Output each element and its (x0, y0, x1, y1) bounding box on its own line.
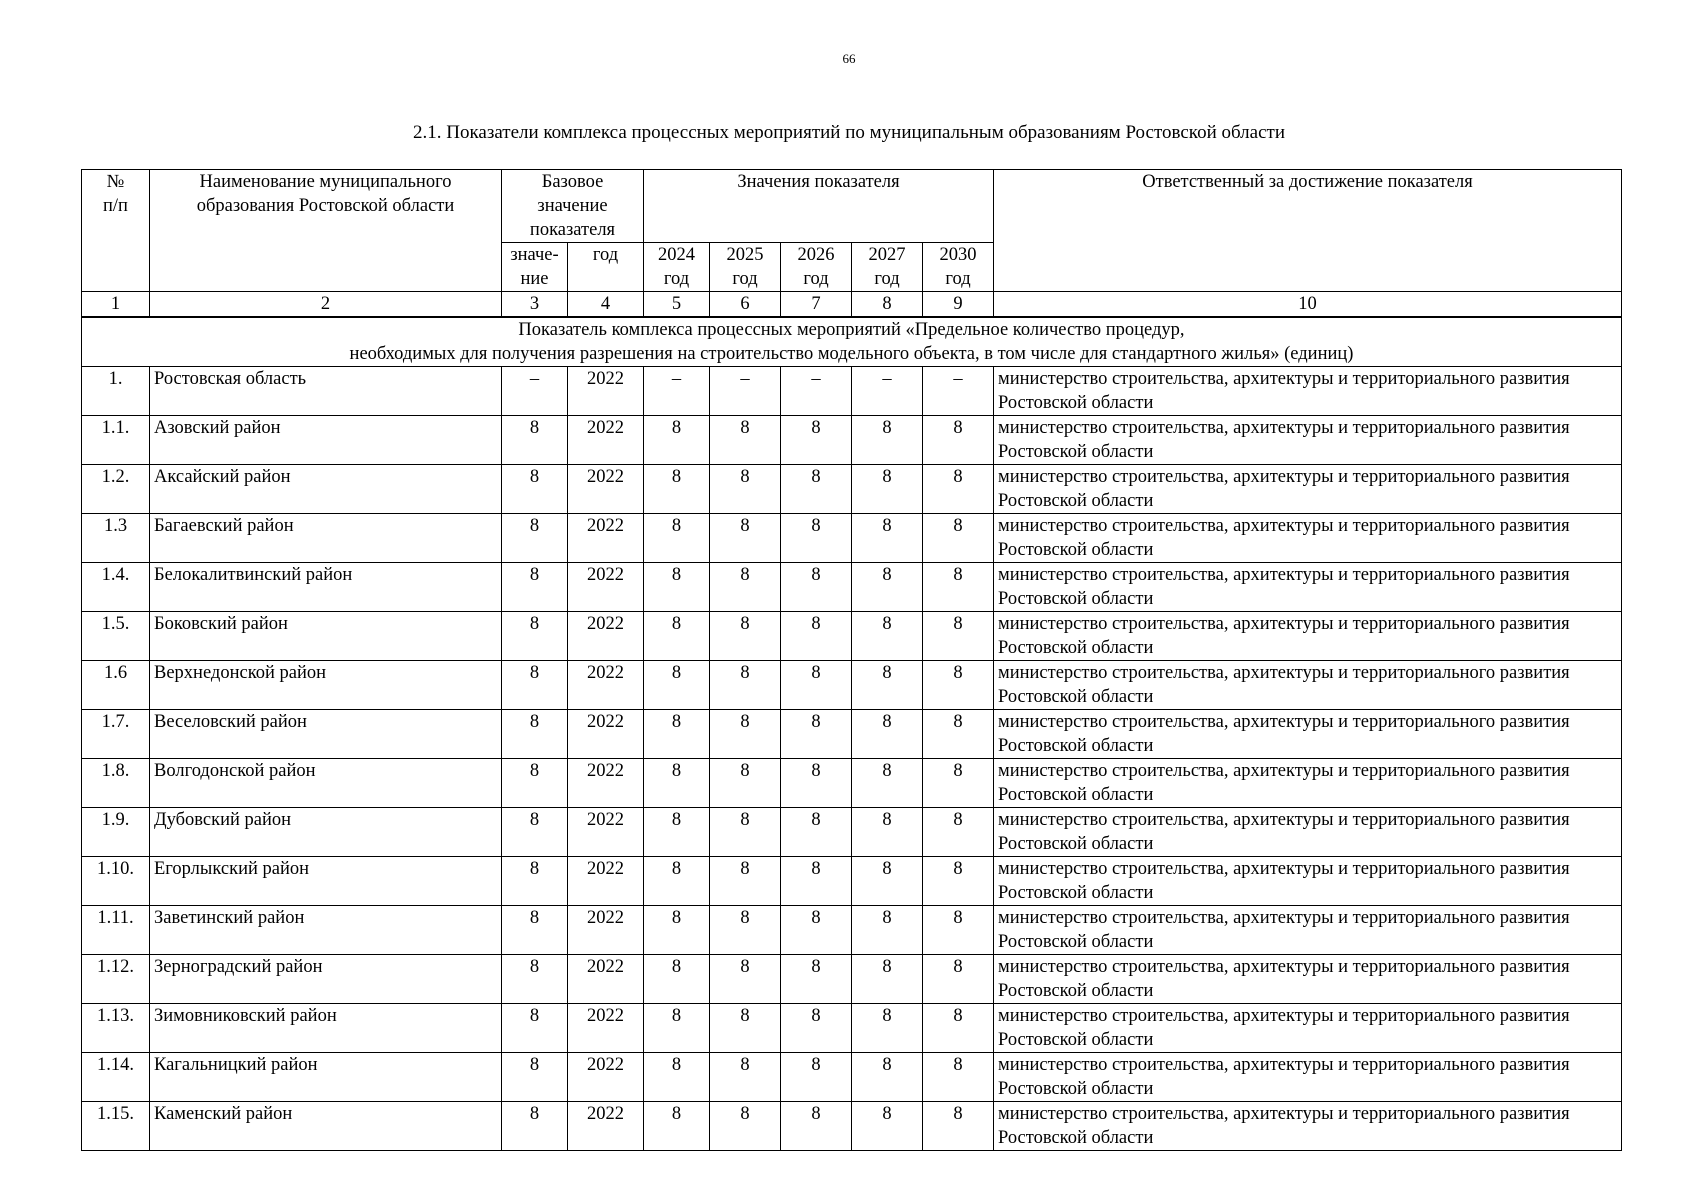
value-2030: 8 (923, 955, 994, 1004)
row-number: 1.8. (82, 759, 150, 808)
responsible-line: министерство строительства, архитектуры и территориального развития (998, 369, 1570, 389)
value-2027: 8 (852, 563, 923, 612)
header-year-number: 2024 (658, 245, 695, 265)
base-year: 2022 (568, 612, 644, 661)
value-2026: 8 (781, 857, 852, 906)
value-2024: 8 (644, 465, 710, 514)
value-2025: 8 (710, 857, 781, 906)
responsible-line: министерство строительства, архитектуры и территориального развития (998, 418, 1570, 438)
section-title (82, 317, 1622, 367)
municipality-name: Каменский район (150, 1102, 502, 1151)
responsible-line: Ростовской области (998, 1030, 1154, 1050)
responsible-line: министерство строительства, архитектуры и территориального развития (998, 859, 1570, 879)
base-value: 8 (502, 1102, 568, 1151)
table-row (82, 1004, 1622, 1053)
responsible-line: министерство строительства, архитектуры и территориального развития (998, 467, 1570, 487)
value-2025: 8 (710, 1102, 781, 1151)
header-year-number: 2027 (868, 245, 906, 265)
value-2026: 8 (781, 1102, 852, 1151)
header-name-line: Наименование муниципального (199, 172, 452, 192)
value-2030: 8 (923, 612, 994, 661)
header-num (82, 170, 150, 292)
table-row (82, 416, 1622, 465)
responsible-line: Ростовской области (998, 736, 1154, 756)
value-2030: 8 (923, 1004, 994, 1053)
base-year: 2022 (568, 808, 644, 857)
base-year: 2022 (568, 563, 644, 612)
base-year: 2022 (568, 759, 644, 808)
section-row (82, 317, 1622, 367)
value-2026: 8 (781, 612, 852, 661)
value-2025: 8 (710, 710, 781, 759)
header-year-2030 (923, 243, 994, 292)
municipality-name: Азовский район (150, 416, 502, 465)
municipality-name: Зерноградский район (150, 955, 502, 1004)
column-number: 1 (82, 292, 150, 318)
header-year-number: 2030 (939, 245, 977, 265)
base-year: 2022 (568, 1004, 644, 1053)
responsible-line: Ростовской области (998, 687, 1154, 707)
value-2024: 8 (644, 1004, 710, 1053)
value-2030: 8 (923, 857, 994, 906)
responsible-line: Ростовской области (998, 834, 1154, 854)
table-row (82, 367, 1622, 416)
base-value: 8 (502, 612, 568, 661)
responsible-line: Ростовской области (998, 540, 1154, 560)
value-2027: – (852, 367, 923, 416)
responsible-line: министерство строительства, архитектуры и территориального развития (998, 810, 1570, 830)
value-2026: 8 (781, 1053, 852, 1102)
value-2027: 8 (852, 1004, 923, 1053)
base-value: 8 (502, 465, 568, 514)
value-2026: 8 (781, 759, 852, 808)
value-2026: 8 (781, 906, 852, 955)
value-2025: 8 (710, 955, 781, 1004)
responsible-line: Ростовской области (998, 981, 1154, 1001)
header-year-number: 2025 (726, 245, 764, 265)
value-2030: 8 (923, 1053, 994, 1102)
header-year-2024 (644, 243, 710, 292)
base-year: 2022 (568, 661, 644, 710)
table-row (82, 612, 1622, 661)
value-2030: 8 (923, 514, 994, 563)
responsible-cell (994, 1053, 1622, 1102)
document-title: 2.1. Показатели комплекса процессных мероприятий по муниципальным образованиям Ростовской области (412, 122, 1286, 143)
responsible-cell (994, 1102, 1622, 1151)
table-row (82, 661, 1622, 710)
header-base-year: год (568, 243, 644, 292)
responsible-line: министерство строительства, архитектуры и территориального развития (998, 908, 1570, 928)
table-row (82, 465, 1622, 514)
responsible-line: Ростовской области (998, 442, 1154, 462)
municipality-name: Заветинский район (150, 906, 502, 955)
responsible-line: министерство строительства, архитектуры и территориального развития (998, 957, 1570, 977)
column-number: 9 (923, 292, 994, 318)
responsible-line: министерство строительства, архитектуры и территориального развития (998, 565, 1570, 585)
value-2025: 8 (710, 416, 781, 465)
value-2027: 8 (852, 1102, 923, 1151)
responsible-line: министерство строительства, архитектуры и территориального развития (998, 516, 1570, 536)
value-2030: 8 (923, 563, 994, 612)
responsible-line: министерство строительства, архитектуры и территориального развития (998, 1104, 1570, 1124)
value-2024: 8 (644, 808, 710, 857)
responsible-cell (994, 367, 1622, 416)
row-number: 1.10. (82, 857, 150, 906)
responsible-cell (994, 514, 1622, 563)
municipality-name: Багаевский район (150, 514, 502, 563)
value-2025: – (710, 367, 781, 416)
responsible-line: Ростовской области (998, 1079, 1154, 1099)
value-2030: 8 (923, 465, 994, 514)
municipality-name: Дубовский район (150, 808, 502, 857)
value-2027: 8 (852, 906, 923, 955)
base-year: 2022 (568, 857, 644, 906)
value-2024: 8 (644, 906, 710, 955)
value-2026: 8 (781, 563, 852, 612)
header-name-line: образования Ростовской области (196, 196, 455, 216)
value-2027: 8 (852, 465, 923, 514)
base-value: 8 (502, 563, 568, 612)
column-number: 2 (150, 292, 502, 318)
value-2026: 8 (781, 808, 852, 857)
responsible-cell (994, 710, 1622, 759)
base-value: 8 (502, 1004, 568, 1053)
value-2027: 8 (852, 612, 923, 661)
header-base-value (502, 243, 568, 292)
value-2025: 8 (710, 906, 781, 955)
table-row (82, 1053, 1622, 1102)
value-2027: 8 (852, 808, 923, 857)
row-number: 1.12. (82, 955, 150, 1004)
value-2024: 8 (644, 857, 710, 906)
header-num-line: п/п (103, 196, 128, 216)
header-row (82, 170, 1622, 243)
municipality-name: Волгодонской район (150, 759, 502, 808)
column-number: 4 (568, 292, 644, 318)
header-num-line: № (106, 172, 125, 192)
responsible-line: министерство строительства, архитектуры и территориального развития (998, 761, 1570, 781)
responsible-line: министерство строительства, архитектуры и территориального развития (998, 1006, 1570, 1026)
value-2026: 8 (781, 465, 852, 514)
base-value: 8 (502, 808, 568, 857)
table-row (82, 955, 1622, 1004)
value-2026: 8 (781, 1004, 852, 1053)
value-2024: – (644, 367, 710, 416)
value-2026: 8 (781, 710, 852, 759)
responsible-cell (994, 416, 1622, 465)
table-row (82, 563, 1622, 612)
base-year: 2022 (568, 465, 644, 514)
header-base-line: Базовое (541, 172, 604, 192)
value-2025: 8 (710, 1053, 781, 1102)
header-year-2026 (781, 243, 852, 292)
value-2026: 8 (781, 955, 852, 1004)
base-year: 2022 (568, 367, 644, 416)
value-2030: 8 (923, 1102, 994, 1151)
value-2030: 8 (923, 710, 994, 759)
value-2026: 8 (781, 514, 852, 563)
value-2025: 8 (710, 514, 781, 563)
responsible-cell (994, 1004, 1622, 1053)
responsible-line: министерство строительства, архитектуры и территориального развития (998, 614, 1570, 634)
value-2024: 8 (644, 661, 710, 710)
value-2026: 8 (781, 661, 852, 710)
value-2024: 8 (644, 710, 710, 759)
value-2027: 8 (852, 955, 923, 1004)
header-base-value-line: значе- (510, 245, 559, 265)
municipality-name: Белокалитвинский район (150, 563, 502, 612)
row-number: 1.11. (82, 906, 150, 955)
column-number: 6 (710, 292, 781, 318)
value-2026: 8 (781, 416, 852, 465)
municipality-name: Верхнедонской район (150, 661, 502, 710)
base-year: 2022 (568, 1102, 644, 1151)
value-2024: 8 (644, 612, 710, 661)
value-2027: 8 (852, 710, 923, 759)
row-number: 1.6 (82, 661, 150, 710)
header-year-number: 2026 (797, 245, 835, 265)
responsible-line: Ростовской области (998, 785, 1154, 805)
base-value: 8 (502, 1053, 568, 1102)
responsible-line: Ростовской области (998, 932, 1154, 952)
section-title-line: необходимых для получения разрешения на строительство модельного объекта, в том числе для стандартного жилья» (единиц) (349, 344, 1354, 364)
table-row (82, 710, 1622, 759)
row-number: 1.14. (82, 1053, 150, 1102)
table-row (82, 906, 1622, 955)
column-numbers-row (82, 292, 1622, 318)
row-number: 1.1. (82, 416, 150, 465)
value-2025: 8 (710, 759, 781, 808)
responsible-cell (994, 465, 1622, 514)
municipality-name: Аксайский район (150, 465, 502, 514)
value-2025: 8 (710, 563, 781, 612)
base-value: 8 (502, 710, 568, 759)
table-body (82, 317, 1622, 1151)
base-year: 2022 (568, 955, 644, 1004)
table-row (82, 1102, 1622, 1151)
row-number: 1.2. (82, 465, 150, 514)
value-2027: 8 (852, 857, 923, 906)
base-value: 8 (502, 955, 568, 1004)
header-name (150, 170, 502, 292)
responsible-line: Ростовской области (998, 638, 1154, 658)
header-year-unit: год (663, 269, 690, 289)
header-year-unit: год (732, 269, 758, 289)
header-year-2025 (710, 243, 781, 292)
column-number: 8 (852, 292, 923, 318)
base-value: – (502, 367, 568, 416)
table-row (82, 759, 1622, 808)
municipality-name: Боковский район (150, 612, 502, 661)
row-number: 1.13. (82, 1004, 150, 1053)
responsible-cell (994, 759, 1622, 808)
responsible-cell (994, 612, 1622, 661)
header-base-line: значение (537, 196, 608, 216)
responsible-line: Ростовской области (998, 393, 1154, 413)
responsible-cell (994, 563, 1622, 612)
column-number: 5 (644, 292, 710, 318)
header-base (502, 170, 644, 243)
value-2024: 8 (644, 955, 710, 1004)
row-number: 1.15. (82, 1102, 150, 1151)
row-number: 1.3 (82, 514, 150, 563)
value-2024: 8 (644, 514, 710, 563)
header-year-unit: год (803, 269, 829, 289)
base-value: 8 (502, 906, 568, 955)
column-number: 10 (994, 292, 1622, 318)
value-2026: – (781, 367, 852, 416)
value-2025: 8 (710, 612, 781, 661)
value-2030: – (923, 367, 994, 416)
value-2027: 8 (852, 1053, 923, 1102)
base-year: 2022 (568, 906, 644, 955)
table-row (82, 857, 1622, 906)
column-number: 3 (502, 292, 568, 318)
table-row (82, 514, 1622, 563)
row-number: 1.9. (82, 808, 150, 857)
responsible-cell (994, 808, 1622, 857)
value-2025: 8 (710, 661, 781, 710)
value-2030: 8 (923, 416, 994, 465)
row-number: 1. (82, 367, 150, 416)
municipality-name: Веселовский район (150, 710, 502, 759)
header-responsible: Ответственный за достижение показателя (994, 170, 1622, 292)
base-value: 8 (502, 857, 568, 906)
value-2025: 8 (710, 1004, 781, 1053)
value-2025: 8 (710, 808, 781, 857)
header-values: Значения показателя (644, 170, 994, 243)
value-2030: 8 (923, 808, 994, 857)
responsible-line: министерство строительства, архитектуры и территориального развития (998, 712, 1570, 732)
column-number: 7 (781, 292, 852, 318)
header-base-value-line: ние (520, 269, 549, 289)
table-row (82, 808, 1622, 857)
header-year-unit: год (874, 269, 900, 289)
value-2024: 8 (644, 416, 710, 465)
indicators-table (81, 169, 1622, 1151)
value-2027: 8 (852, 514, 923, 563)
responsible-line: Ростовской области (998, 589, 1154, 609)
base-year: 2022 (568, 514, 644, 563)
municipality-name: Ростовская область (150, 367, 502, 416)
value-2024: 8 (644, 1053, 710, 1102)
responsible-line: министерство строительства, архитектуры и территориального развития (998, 663, 1570, 683)
row-number: 1.4. (82, 563, 150, 612)
row-number: 1.5. (82, 612, 150, 661)
section-title-line: Показатель комплекса процессных мероприятий «Предельное количество процедур, (518, 320, 1185, 340)
header-year-2027 (852, 243, 923, 292)
responsible-cell (994, 857, 1622, 906)
value-2027: 8 (852, 759, 923, 808)
value-2030: 8 (923, 759, 994, 808)
row-number: 1.7. (82, 710, 150, 759)
responsible-cell (994, 955, 1622, 1004)
value-2027: 8 (852, 661, 923, 710)
page-number: 66 (842, 51, 856, 66)
base-value: 8 (502, 416, 568, 465)
base-year: 2022 (568, 710, 644, 759)
municipality-name: Кагальницкий район (150, 1053, 502, 1102)
base-year: 2022 (568, 416, 644, 465)
responsible-line: Ростовской области (998, 1128, 1154, 1148)
value-2024: 8 (644, 1102, 710, 1151)
base-value: 8 (502, 759, 568, 808)
base-value: 8 (502, 514, 568, 563)
responsible-cell (994, 906, 1622, 955)
value-2030: 8 (923, 661, 994, 710)
municipality-name: Егорлыкский район (150, 857, 502, 906)
header-base-line: показателя (529, 220, 616, 240)
responsible-line: Ростовской области (998, 491, 1154, 511)
responsible-cell (994, 661, 1622, 710)
value-2024: 8 (644, 759, 710, 808)
value-2025: 8 (710, 465, 781, 514)
value-2030: 8 (923, 906, 994, 955)
base-year: 2022 (568, 1053, 644, 1102)
responsible-line: Ростовской области (998, 883, 1154, 903)
base-value: 8 (502, 661, 568, 710)
header-year-unit: год (945, 269, 971, 289)
value-2027: 8 (852, 416, 923, 465)
value-2024: 8 (644, 563, 710, 612)
municipality-name: Зимовниковский район (150, 1004, 502, 1053)
responsible-line: министерство строительства, архитектуры и территориального развития (998, 1055, 1570, 1075)
